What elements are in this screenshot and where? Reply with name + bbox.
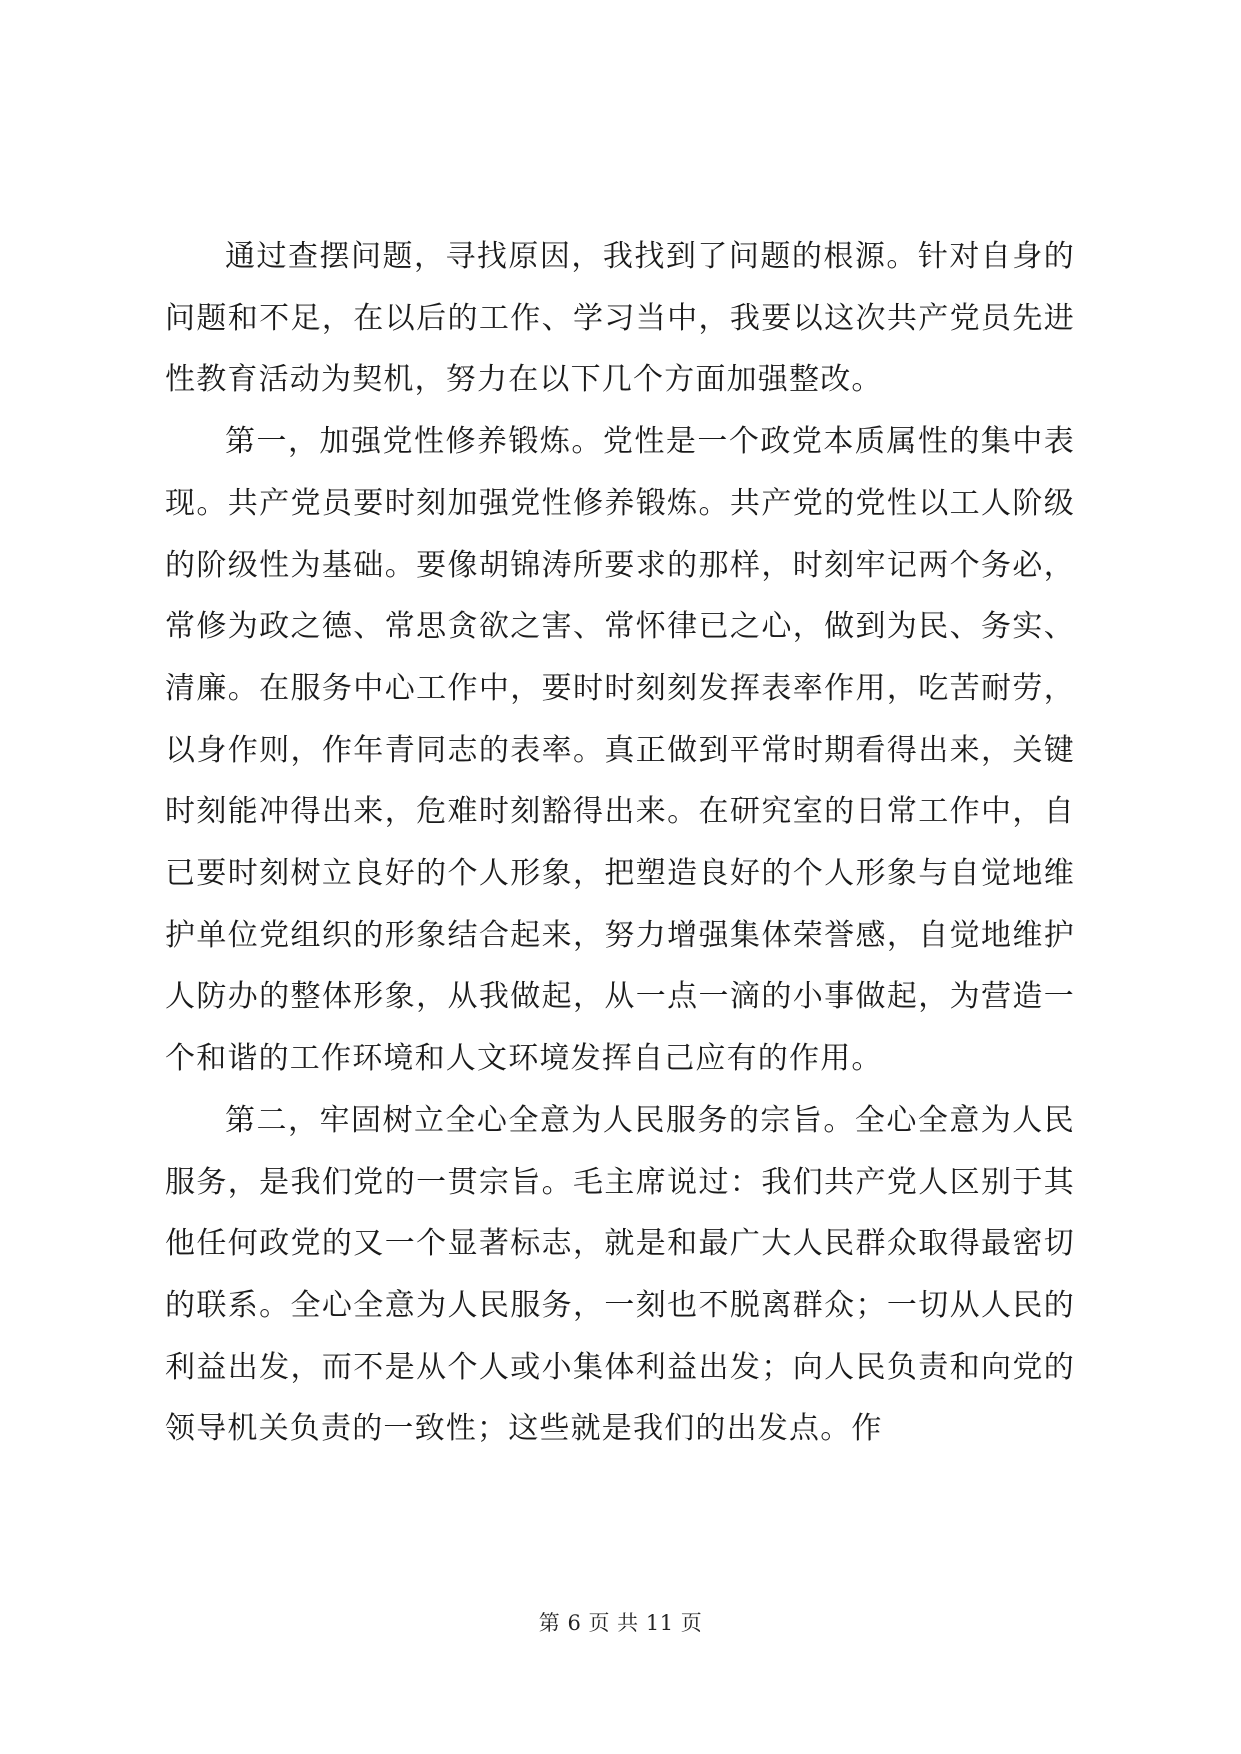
paragraph-serve-the-people: 第二，牢固树立全心全意为人民服务的宗旨。全心全意为人民服务，是我们党的一贯宗旨。毛主席说过：我们共产党人区别于其他任何政党的又一个显著标志，就是和最广大人民群众取得最密切的联系。全心全意为人民服务，一刻也不脱离群众；一切从人民的利益出发，而不是从个人或小集体利益出发；向人民负责和向党的领导机关负责的一致性；这些就是我们的出发点。作 <box>165 1102 1075 1447</box>
paragraph-rectification-intro: 通过查摆问题，寻找原因，我找到了问题的根源。针对自身的问题和不足，在以后的工作、学习当中，我要以这次共产党员先进性教育活动为契机，努力在以下几个方面加强整改。 <box>165 239 1075 398</box>
page-number-footer: 第 6 页 共 11 页 <box>538 1611 703 1635</box>
paragraph-party-spirit: 第一，加强党性修养锻炼。党性是一个政党本质属性的集中表现。共产党员要时刻加强党性修养锻炼。共产党的党性以工人阶级的阶级性为基础。要像胡锦涛所要求的那样，时刻牢记两个务必，常修为政之德、常思贪欲之害、常怀律已之心，做到为民、务实、清廉。在服务中心工作中，要时时刻刻发挥表率作用，吃苦耐劳，以身作则，作年青同志的表率。真正做到平常时期看得出来，关键时刻能冲得出来，危难时刻豁得出来。在研究室的日常工作中，自已要时刻树立良好的个人形象，把塑造良好的个人形象与自觉地维护单位党组织的形象结合起来，努力增强集体荣誉感，自觉地维护人防办的整体形象，从我做起，从一点一滴的小事做起，为营造一个和谐的工作环境和人文环境发挥自己应有的作用。 <box>165 424 1075 1077</box>
document-body <box>165 226 1075 1460</box>
